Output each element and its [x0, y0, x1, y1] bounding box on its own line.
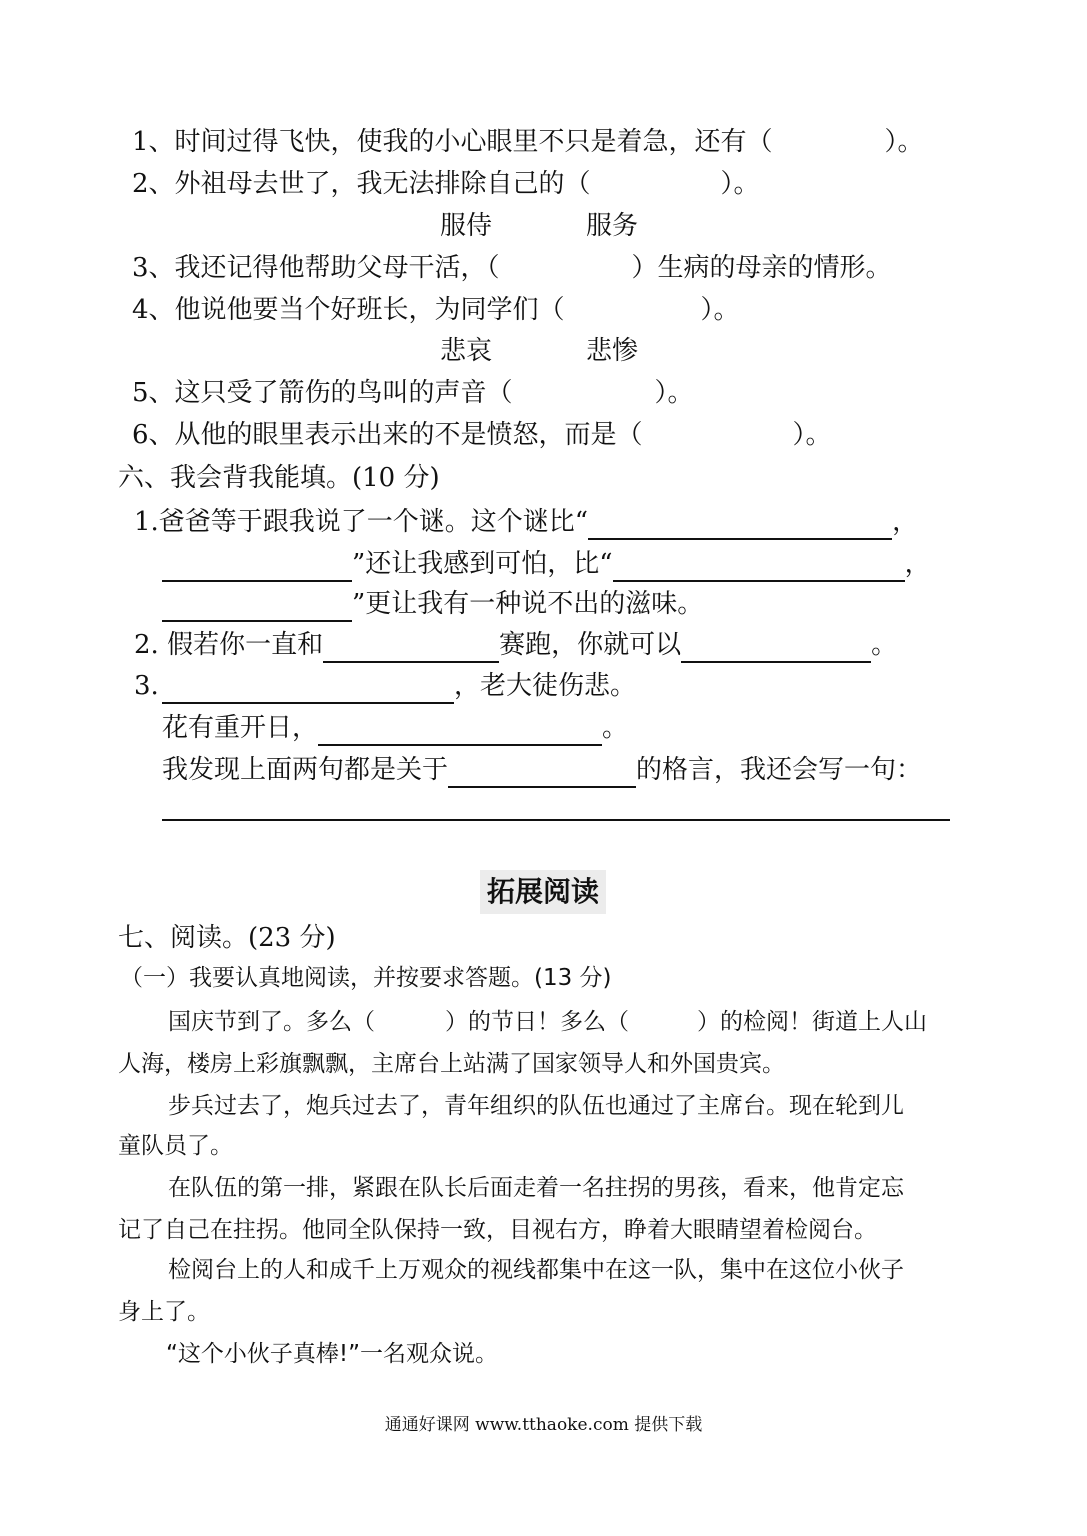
passage-line: 身上了。 — [118, 1299, 210, 1325]
passage-line: 在队伍的第一排，紧跟在队长后面走着一名拄拐的男孩，看来，他肯定忘 — [168, 1175, 904, 1201]
question-text: 赛跑，你就可以 — [499, 630, 682, 660]
passage-text: 国庆节到了。多么（ — [168, 1009, 375, 1035]
question-close: ）。 — [792, 420, 832, 450]
word-option: 服侍 — [440, 211, 493, 241]
question-6-1-line1 — [134, 504, 918, 540]
question-text: 6、从他的眼里表示出来的不是愤怒，而是（ — [132, 420, 643, 450]
question-5-4 — [132, 292, 740, 328]
fill-blank[interactable] — [162, 590, 352, 622]
question-text: 2. 假若你一直和 — [134, 630, 324, 660]
question-text: 2、外祖母去世了，我无法排除自己的（ — [132, 169, 591, 199]
section-heading: 拓展阅读 — [480, 870, 606, 914]
question-6-2 — [134, 627, 897, 663]
question-close: ）。 — [700, 295, 740, 325]
passage-text: ）的检阅！街道上人山 — [697, 1009, 927, 1035]
question-6-3-line2 — [162, 710, 628, 746]
section-7-title: 七、阅读。(23 分) — [118, 923, 336, 953]
comma: ， — [904, 549, 931, 579]
word-option: 服务 — [586, 211, 639, 241]
word-option: 悲哀 — [440, 336, 493, 366]
question-5-3 — [132, 250, 892, 286]
question-text: 。 — [602, 713, 629, 743]
word-options-b — [440, 333, 638, 369]
fill-blank[interactable] — [681, 631, 871, 663]
passage-line: 记了自己在拄拐。他同全队保持一致，目视右方，睁着大眼睛望着检阅台。 — [118, 1217, 877, 1243]
question-text: ，老大徒伤悲。 — [454, 671, 637, 701]
question-text: 花有重开日， — [162, 713, 319, 743]
word-options-a — [440, 208, 638, 244]
passage-line: 童队员了。 — [118, 1133, 233, 1159]
question-6-1-line3 — [162, 586, 703, 622]
fill-blank-long[interactable] — [162, 819, 950, 821]
passage-line: 检阅台上的人和成千上万观众的视线都集中在这一队，集中在这位小伙子 — [168, 1257, 904, 1283]
question-close: ）。 — [654, 378, 694, 408]
question-5-6 — [132, 417, 832, 453]
question-text: ”更让我有一种说不出的滋味。 — [352, 589, 704, 619]
question-5-2 — [132, 166, 760, 202]
question-close: ）生病的母亲的情形。 — [631, 253, 892, 283]
question-text: 我发现上面两句都是关于 — [162, 755, 449, 785]
passage-line: 步兵过去了，炮兵过去了，青年组织的队伍也通过了主席台。现在轮到儿 — [168, 1093, 904, 1119]
question-6-1-line2 — [162, 546, 931, 582]
question-close: ）。 — [720, 169, 760, 199]
fill-blank[interactable] — [162, 550, 352, 582]
question-number: 3. — [134, 671, 159, 701]
fill-blank[interactable] — [162, 672, 454, 704]
section-7-subtitle: （一）我要认真地阅读，并按要求答题。(13 分) — [120, 965, 612, 991]
passage-text: ）的节日！多么（ — [445, 1009, 629, 1035]
passage-line: 人海，楼房上彩旗飘飘，主席台上站满了国家领导人和外国贵宾。 — [118, 1051, 785, 1077]
question-text: 的格言，我还会写一句： — [636, 755, 923, 785]
section-6-title: 六、我会背我能填。(10 分) — [118, 463, 440, 493]
passage-line — [168, 1004, 927, 1040]
question-text: 。 — [871, 630, 898, 660]
fill-blank[interactable] — [448, 756, 636, 788]
question-text: 4、他说他要当个好班长，为同学们（ — [132, 295, 565, 325]
question-6-3-line1 — [134, 668, 636, 704]
fill-blank[interactable] — [323, 631, 499, 663]
question-5-1 — [132, 124, 924, 160]
word-option: 悲惨 — [586, 336, 639, 366]
page-footer: 通通好课网 www.tthaoke.com 提供下载 — [384, 1415, 703, 1435]
fill-blank[interactable] — [588, 508, 892, 540]
question-close: ）。 — [884, 127, 924, 157]
passage-line: “这个小伙子真棒!”一名观众说。 — [166, 1341, 499, 1367]
question-6-3-line3 — [162, 752, 922, 788]
question-5-5 — [132, 375, 694, 411]
question-text: ”还让我感到可怕，比“ — [352, 549, 613, 579]
question-text: 5、这只受了箭伤的鸟叫的声音（ — [132, 378, 513, 408]
question-text: 1.爸爸等于跟我说了一个谜。这个谜比“ — [134, 507, 589, 537]
comma: ， — [892, 507, 919, 537]
question-text: 1、时间过得飞快，使我的小心眼里不只是着急，还有（ — [132, 127, 773, 157]
fill-blank[interactable] — [613, 550, 905, 582]
fill-blank[interactable] — [318, 714, 602, 746]
question-text: 3、我还记得他帮助父母干活，（ — [132, 253, 500, 283]
